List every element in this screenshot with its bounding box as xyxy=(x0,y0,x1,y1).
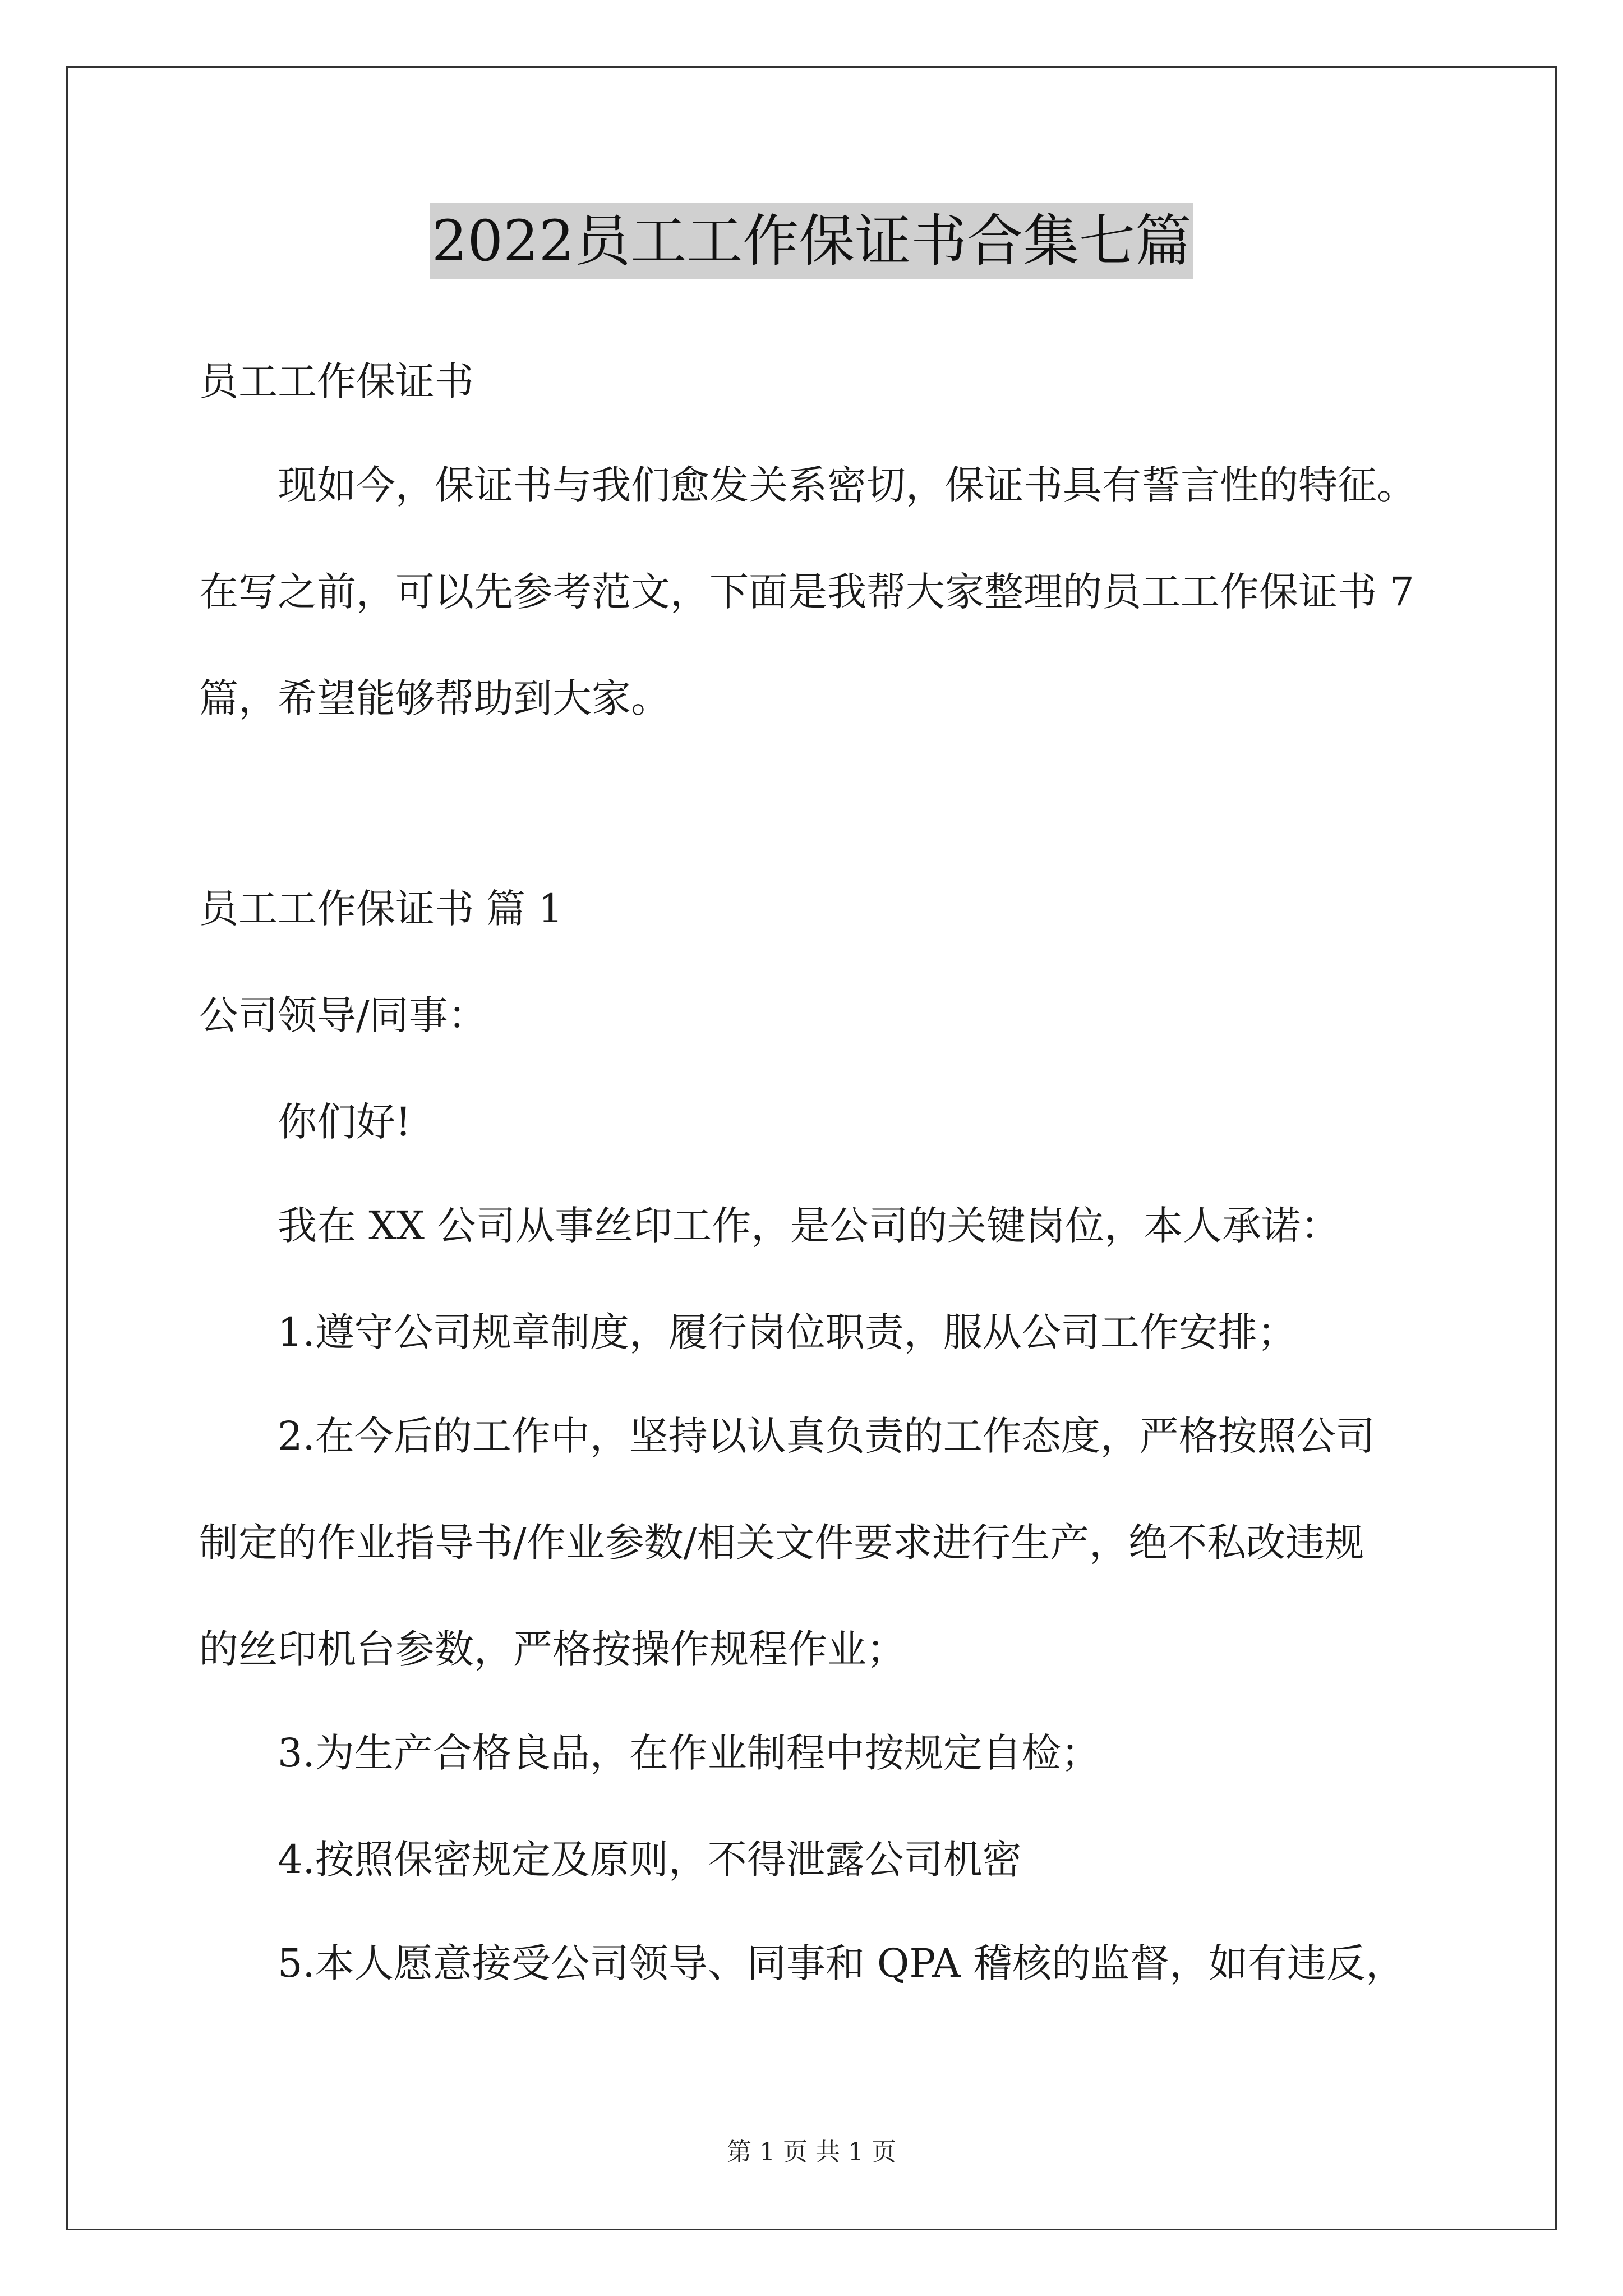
salutation: 公司领导/同事： xyxy=(199,992,487,1038)
item-4: 4.按照保密规定及原则，不得泄露公司机密 xyxy=(278,1837,1022,1883)
item-5: 5.本人愿意接受公司领导、同事和 QPA 稽核的监督，如有违反， xyxy=(278,1940,1405,1986)
intro-line-3: 篇，希望能够帮助到大家。 xyxy=(199,675,670,721)
intro-line-1: 现如今，保证书与我们愈发关系密切，保证书具有誓言性的特征。 xyxy=(278,462,1416,508)
statement: 我在 XX 公司从事丝印工作，是公司的关键岗位，本人承诺： xyxy=(278,1203,1340,1249)
item-2-line-2: 制定的作业指导书/作业参数/相关文件要求进行生产，绝不私改违规 xyxy=(199,1520,1364,1566)
section-heading: 员工工作保证书 篇 1 xyxy=(199,886,564,932)
title-container xyxy=(0,203,1623,279)
document-title: 2022员工工作保证书合集七篇 xyxy=(430,203,1194,279)
greeting: 你们好! xyxy=(278,1099,412,1145)
intro-line-2: 在写之前，可以先参考范文，下面是我帮大家整理的员工工作保证书 7 xyxy=(199,569,1414,615)
page-footer: 第 1 页 共 1 页 xyxy=(727,2138,896,2166)
item-2-line-3: 的丝印机台参数，严格按操作规程作业； xyxy=(199,1626,906,1672)
item-1: 1.遵守公司规章制度，履行岗位职责，服从公司工作安排； xyxy=(278,1309,1297,1355)
heading: 员工工作保证书 xyxy=(199,358,474,404)
item-3: 3.为生产合格良品，在作业制程中按规定自检； xyxy=(278,1730,1100,1776)
item-2-line-1: 2.在今后的工作中，坚持以认真负责的工作态度，严格按照公司 xyxy=(278,1413,1375,1459)
